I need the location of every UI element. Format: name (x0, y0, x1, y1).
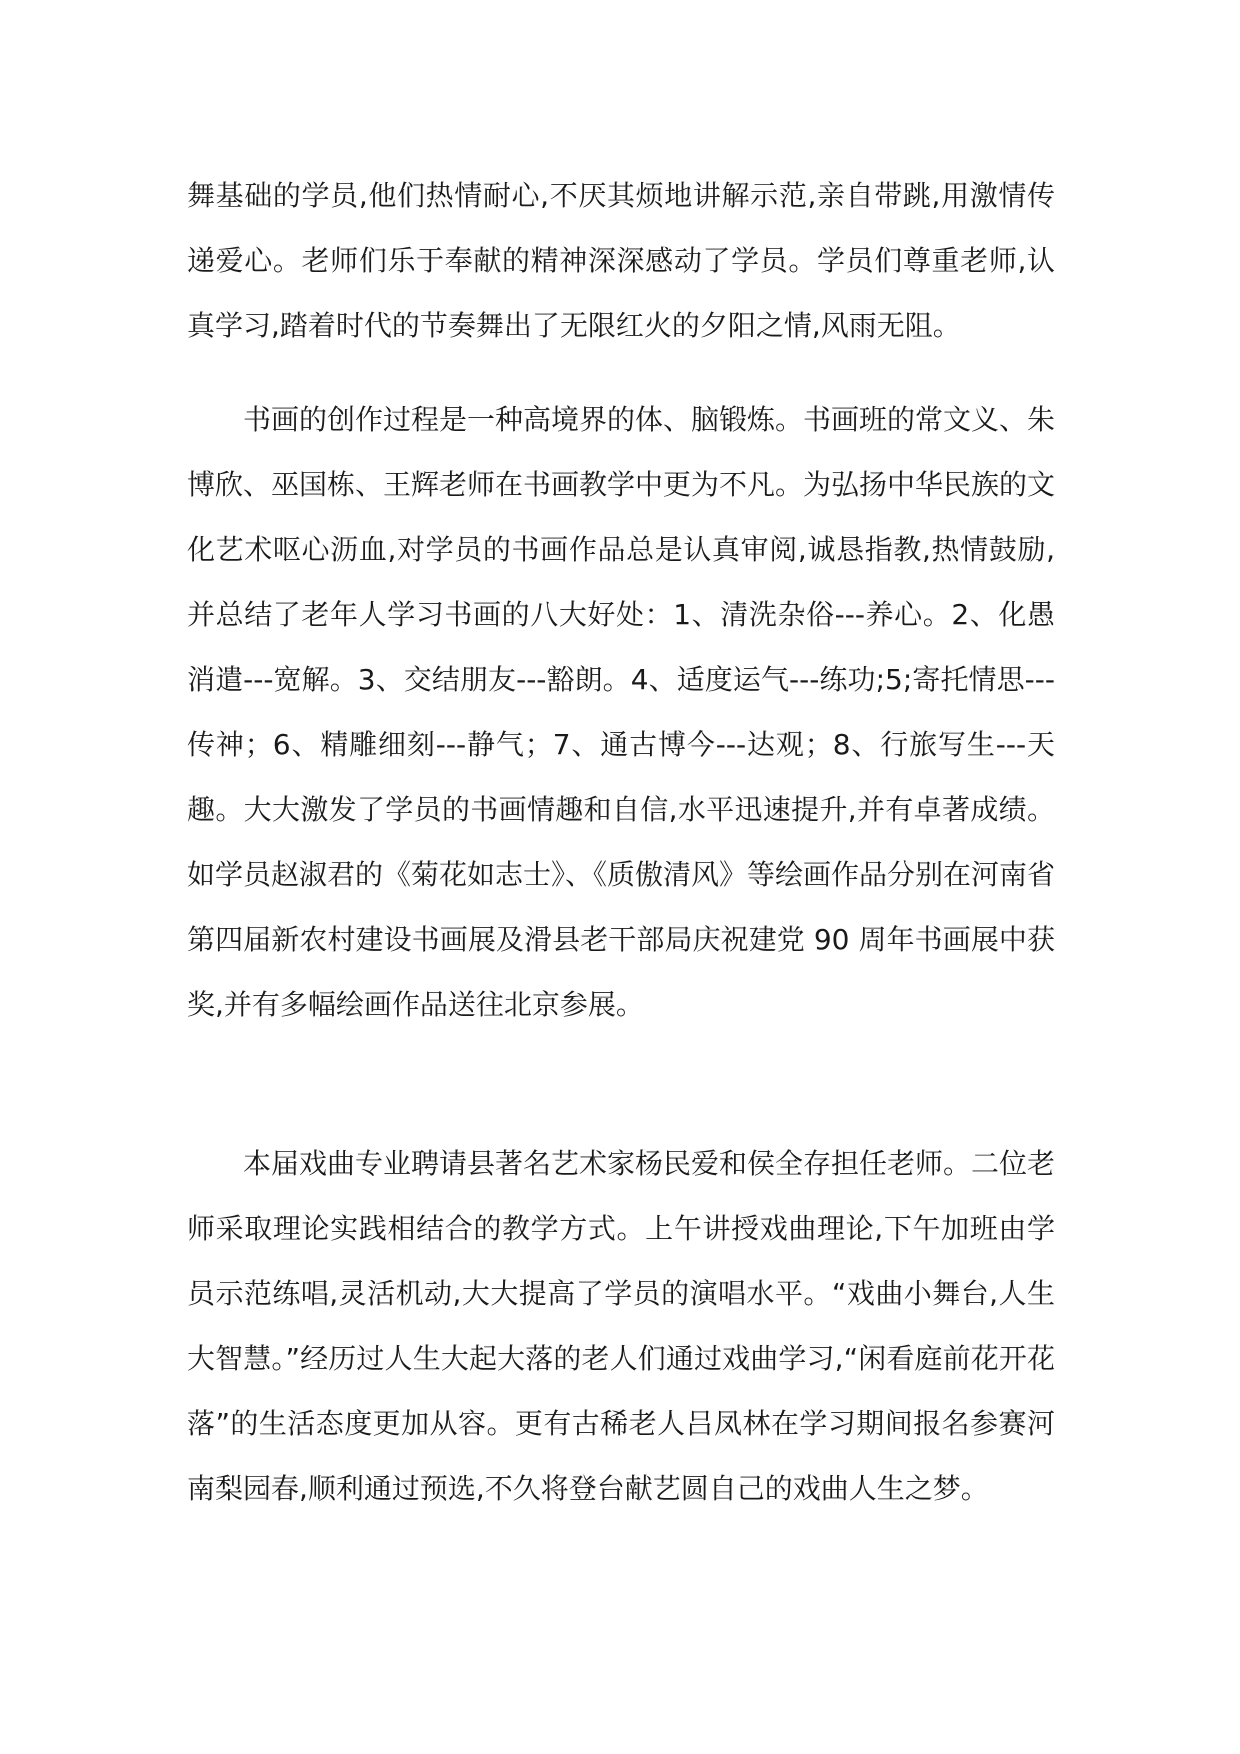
paragraph-opera-class: 本届戏曲专业聘请县著名艺术家杨民爱和侯全存担任老师。二位老师采取理论实践相结合的教学方式。上午讲授戏曲理论,下午加班由学员示范练唱,灵活机动,大大提高了学员的演唱水平。“戏曲小舞台,人生大智慧。”经历过人生大起大落的老人们通过戏曲学习,“闲看庭前花开花落”的生活态度更加从容。更有古稀老人吕凤林在学习期间报名参赛河南梨园春,顺利通过预选,不久将登台献艺圆自己的戏曲人生之梦。 (187, 1147, 1056, 1505)
paragraph-dance-class-continued: 舞基础的学员,他们热情耐心,不厌其烦地讲解示范,亲自带跳,用激情传递爱心。老师们乐于奉献的精神深深感动了学员。学员们尊重老师,认真学习,踏着时代的节奏舞出了无限红火的夕阳之情,风雨无阻。 (187, 179, 1055, 342)
paragraph-calligraphy-painting-class: 书画的创作过程是一种高境界的体、脑锻炼。书画班的常文义、朱博欣、巫国栋、王辉老师在书画教学中更为不凡。为弘扬中华民族的文化艺术呕心沥血,对学员的书画作品总是认真审阅,诚恳指教,热情鼓励,并总结了老年人学习书画的八大好处：1、清洗杂俗---养心。2、化愚消遣---宽解。3、交结朋友---豁朗。4、适度运气---练功;5;寄托情思---传神；6、精雕细刻---静气；7、通古博今---达观；8、行旅写生---天趣。大大激发了学员的书画情趣和自信,水平迅速提升,并有卓著成绩。如学员赵淑君的《菊花如志士》、《质傲清风》等绘画作品分别在河南省第四届新农村建设书画展及滑县老干部局庆祝建党 90 周年书画展中获奖,并有多幅绘画作品送往北京参展。 (187, 403, 1056, 1021)
